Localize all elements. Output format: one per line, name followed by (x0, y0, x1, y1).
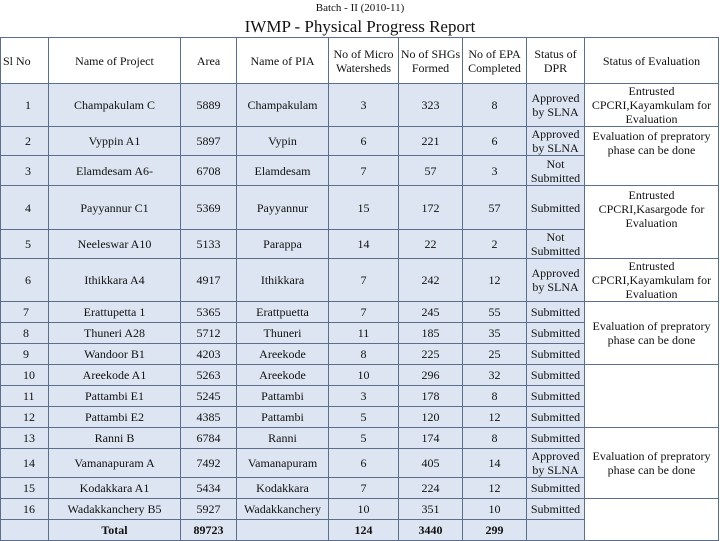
cell-pia: Vypin (237, 127, 329, 156)
cell-epa: 25 (463, 344, 527, 365)
cell-micro-watersheds: 8 (329, 344, 399, 365)
cell-evaluation: Evaluation of prepratory phase can be done (585, 428, 719, 499)
table-row (1, 259, 719, 302)
total-epa: 299 (463, 520, 527, 541)
cell-epa: 35 (463, 323, 527, 344)
cell-area: 5434 (181, 478, 237, 499)
cell-sl: 11 (1, 386, 49, 407)
cell-sl: 3 (1, 156, 49, 186)
cell-shgs: 245 (399, 302, 463, 323)
cell-dpr: Not Submitted (527, 156, 585, 186)
cell-epa: 14 (463, 449, 527, 478)
table-row (1, 428, 719, 449)
cell-dpr: Submitted (527, 323, 585, 344)
cell-pia: Areekode (237, 365, 329, 386)
cell-shgs: 221 (399, 127, 463, 156)
cell-epa: 8 (463, 386, 527, 407)
header-pia: Name of PIA (237, 38, 329, 84)
table-row (1, 84, 719, 127)
cell-area: 5245 (181, 386, 237, 407)
cell-micro-watersheds: 11 (329, 323, 399, 344)
cell-micro-watersheds: 5 (329, 407, 399, 428)
cell-sl: 9 (1, 344, 49, 365)
cell-sl: 6 (1, 259, 49, 302)
cell-epa: 2 (463, 230, 527, 259)
cell-micro-watersheds: 7 (329, 156, 399, 186)
cell-sl: 4 (1, 186, 49, 230)
cell-micro-watersheds: 7 (329, 259, 399, 302)
cell-dpr: Approved by SLNA (527, 127, 585, 156)
cell-project: Elamdesam A6- (49, 156, 181, 186)
cell-area: 5369 (181, 186, 237, 230)
cell-shgs: 242 (399, 259, 463, 302)
cell-pia: Thuneri (237, 323, 329, 344)
cell-micro-watersheds: 7 (329, 478, 399, 499)
cell-project: Vyppin A1 (49, 127, 181, 156)
cell-sl: 13 (1, 428, 49, 449)
cell-project: Thuneri A28 (49, 323, 181, 344)
cell-shgs: 323 (399, 84, 463, 127)
cell-pia: Erattpuetta (237, 302, 329, 323)
cell-project: Wandoor B1 (49, 344, 181, 365)
cell-pia: Kodakkara (237, 478, 329, 499)
cell-shgs: 405 (399, 449, 463, 478)
cell-dpr: Approved by SLNA (527, 84, 585, 127)
batch-label: Batch - II (2010-11) (315, 2, 405, 14)
cell-sl: 16 (1, 499, 49, 520)
cell-shgs: 225 (399, 344, 463, 365)
cell-shgs: 296 (399, 365, 463, 386)
table-row (1, 302, 719, 323)
header-sl: Sl No (1, 38, 49, 84)
cell-micro-watersheds: 7 (329, 302, 399, 323)
cell-sl: 12 (1, 407, 49, 428)
cell-sl: 15 (1, 478, 49, 499)
cell-dpr: Submitted (527, 344, 585, 365)
cell-area: 4917 (181, 259, 237, 302)
table-row (1, 186, 719, 230)
cell-dpr: Not Submitted (527, 230, 585, 259)
cell-pia: Areekode (237, 344, 329, 365)
cell-shgs: 351 (399, 499, 463, 520)
cell-area: 5712 (181, 323, 237, 344)
cell-epa: 10 (463, 499, 527, 520)
cell-project: Ranni B (49, 428, 181, 449)
cell-epa: 55 (463, 302, 527, 323)
header-epa: No of EPA Completed (463, 38, 527, 84)
cell-evaluation: Entrusted CPCRI,Kayamkulam for Evaluation (585, 259, 719, 302)
cell-area: 4203 (181, 344, 237, 365)
cell-dpr: Submitted (527, 386, 585, 407)
cell-sl: 2 (1, 127, 49, 156)
cell-epa: 8 (463, 84, 527, 127)
header-area: Area (181, 38, 237, 84)
cell-pia: Ranni (237, 428, 329, 449)
cell-dpr: Approved by SLNA (527, 259, 585, 302)
cell-sl: 5 (1, 230, 49, 259)
cell-pia: Vamanapuram (237, 449, 329, 478)
header-dpr: Status of DPR (527, 38, 585, 84)
cell-pia: Pattambi (237, 386, 329, 407)
report-title: IWMP - Physical Progress Report (244, 17, 476, 36)
cell-epa: 12 (463, 478, 527, 499)
cell-project: Payyannur C1 (49, 186, 181, 230)
cell-dpr: Submitted (527, 478, 585, 499)
cell-project: Areekode A1 (49, 365, 181, 386)
cell-epa: 8 (463, 428, 527, 449)
header-shgs: No of SHGs Formed (399, 38, 463, 84)
cell-area: 5889 (181, 84, 237, 127)
table-row (1, 365, 719, 386)
cell-epa: 32 (463, 365, 527, 386)
cell-sl: 14 (1, 449, 49, 478)
cell-evaluation: Entrusted CPCRI,Kasargode for Evaluation (585, 186, 719, 259)
cell-shgs: 57 (399, 156, 463, 186)
cell-micro-watersheds: 10 (329, 499, 399, 520)
cell-evaluation: Entrusted CPCRI,Kayamkulam for Evaluation (585, 84, 719, 127)
cell-micro-watersheds: 6 (329, 127, 399, 156)
cell-sl: 8 (1, 323, 49, 344)
table-row (1, 127, 719, 156)
cell-dpr: Submitted (527, 499, 585, 520)
cell-area: 6784 (181, 428, 237, 449)
cell-area: 5133 (181, 230, 237, 259)
cell-project: Wadakkanchery B5 (49, 499, 181, 520)
cell-micro-watersheds: 3 (329, 84, 399, 127)
cell-project: Ithikkara A4 (49, 259, 181, 302)
cell-total-spacer (1, 520, 49, 541)
cell-evaluation-empty (585, 365, 719, 428)
cell-area: 4385 (181, 407, 237, 428)
cell-pia: Parappa (237, 230, 329, 259)
total-area: 89723 (181, 520, 237, 541)
cell-micro-watersheds: 3 (329, 386, 399, 407)
header-row (1, 38, 719, 84)
total-label: Total (49, 520, 181, 541)
progress-table (0, 37, 719, 541)
cell-area: 5927 (181, 499, 237, 520)
cell-shgs: 185 (399, 323, 463, 344)
cell-micro-watersheds: 5 (329, 428, 399, 449)
cell-epa: 12 (463, 407, 527, 428)
cell-micro-watersheds: 6 (329, 449, 399, 478)
cell-pia: Pattambi (237, 407, 329, 428)
cell-dpr: Submitted (527, 428, 585, 449)
cell-micro-watersheds: 15 (329, 186, 399, 230)
cell-pia: Wadakkanchery (237, 499, 329, 520)
cell-shgs: 172 (399, 186, 463, 230)
cell-pia: Elamdesam (237, 156, 329, 186)
header-micro-watersheds: No of Micro Watersheds (329, 38, 399, 84)
cell-dpr: Submitted (527, 365, 585, 386)
total-shgs: 3440 (399, 520, 463, 541)
cell-sl: 1 (1, 84, 49, 127)
cell-area: 6708 (181, 156, 237, 186)
cell-evaluation: Evaluation of prepratory phase can be done (585, 302, 719, 365)
cell-shgs: 178 (399, 386, 463, 407)
cell-dpr: Submitted (527, 186, 585, 230)
cell-project: Vamanapuram A (49, 449, 181, 478)
cell-area: 5897 (181, 127, 237, 156)
cell-project: Pattambi E2 (49, 407, 181, 428)
total-micro-watersheds: 124 (329, 520, 399, 541)
cell-pia: Champakulam (237, 84, 329, 127)
cell-project: Champakulam C (49, 84, 181, 127)
cell-epa: 12 (463, 259, 527, 302)
cell-shgs: 120 (399, 407, 463, 428)
cell-evaluation-empty (585, 499, 719, 541)
cell-evaluation: Evaluation of prepratory phase can be done (585, 127, 719, 186)
cell-project: Kodakkara A1 (49, 478, 181, 499)
cell-project: Neeleswar A10 (49, 230, 181, 259)
cell-epa: 57 (463, 186, 527, 230)
cell-area: 5263 (181, 365, 237, 386)
cell-pia: Ithikkara (237, 259, 329, 302)
cell-pia: Payyannur (237, 186, 329, 230)
cell-shgs: 174 (399, 428, 463, 449)
cell-dpr: Approved by SLNA (527, 449, 585, 478)
header-project: Name of Project (49, 38, 181, 84)
cell-micro-watersheds: 10 (329, 365, 399, 386)
table-row (1, 499, 719, 520)
cell-dpr: Submitted (527, 302, 585, 323)
cell-shgs: 22 (399, 230, 463, 259)
cell-sl: 10 (1, 365, 49, 386)
cell-area: 7492 (181, 449, 237, 478)
cell-sl: 7 (1, 302, 49, 323)
cell-area: 5365 (181, 302, 237, 323)
cell-total-spacer (237, 520, 329, 541)
cell-shgs: 224 (399, 478, 463, 499)
cell-project: Pattambi E1 (49, 386, 181, 407)
header-evaluation: Status of Evaluation (585, 38, 719, 84)
cell-total-spacer (527, 520, 585, 541)
cell-epa: 6 (463, 127, 527, 156)
cell-epa: 3 (463, 156, 527, 186)
cell-micro-watersheds: 14 (329, 230, 399, 259)
cell-project: Erattupetta 1 (49, 302, 181, 323)
cell-dpr: Submitted (527, 407, 585, 428)
